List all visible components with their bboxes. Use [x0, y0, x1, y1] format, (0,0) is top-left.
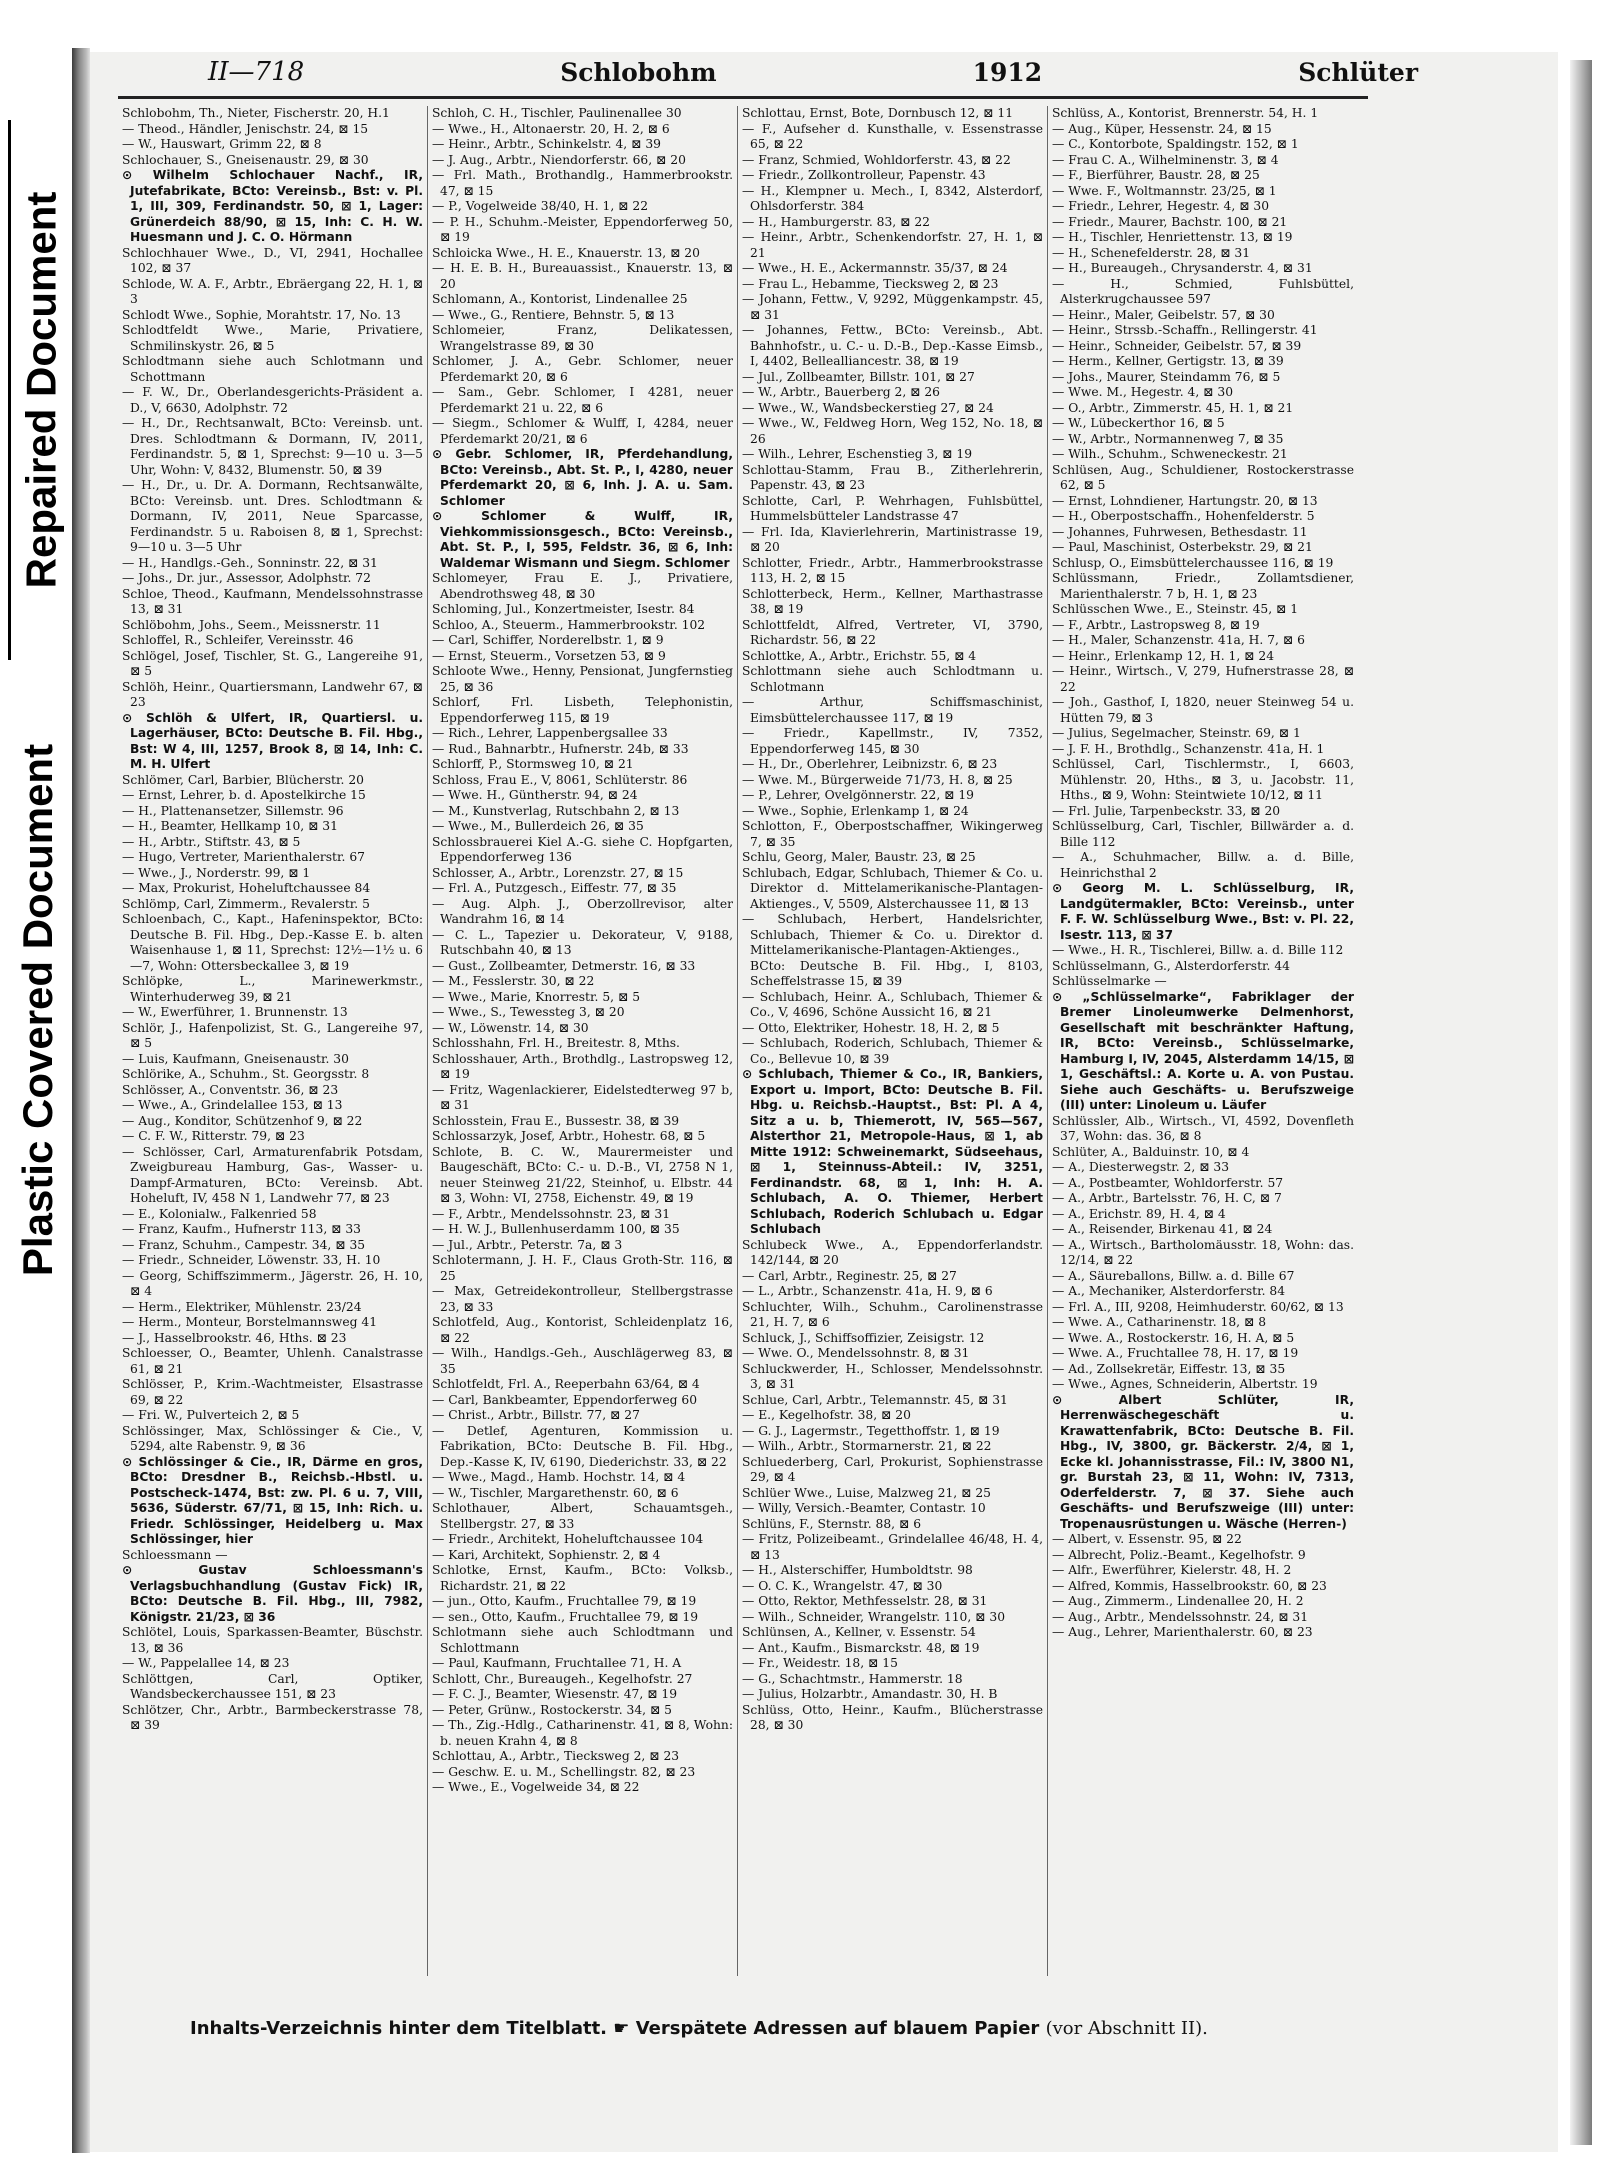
directory-entry: — Heinr., Strssb.-Schaffn., Rellingerstr. 41: [1052, 323, 1318, 337]
directory-entry: — Wwe., E., Vogelweide 34, ⊠ 22: [432, 1780, 640, 1794]
directory-entry: — Fri. W., Pulverteich 2, ⊠ 5: [122, 1408, 300, 1422]
directory-entry: — Schlubach, Roderich, Schlubach, Thiemer & Co., Bellevue 10, ⊠ 39: [742, 1036, 1043, 1066]
directory-entry: Schluckwerder, H., Schlosser, Mendelssohnstr. 3, ⊠ 31: [742, 1361, 1043, 1391]
directory-entry: Schlodt Wwe., Sophie, Morahtstr. 17, No. 13: [122, 307, 401, 322]
directory-entry: Schlüsselmarke —: [1052, 974, 1167, 988]
directory-entry: — G. J., Lagermstr., Tegetthoffstr. 1, ⊠ 19: [742, 1423, 1000, 1438]
directory-entry: — Franz, Schmied, Wohldorferstr. 43, ⊠ 22: [742, 152, 1011, 167]
directory-entry: — Herm., Elektriker, Mühlenstr. 23/24: [122, 1299, 362, 1314]
directory-entry: Schlomer, J. A., Gebr. Schlomer, neuer Pferdemarkt 20, ⊠ 6: [432, 354, 733, 384]
directory-entry: Schlothauer, Albert, Schauamtsgeh., Stellbergstr. 27, ⊠ 33: [432, 1501, 733, 1531]
directory-entry: — Arthur, Schiffsmaschinist, Eimsbüttelerchaussee 117, ⊠ 19: [742, 695, 1043, 725]
directory-entry: — H., Dr., u. Dr. A. Dormann, Rechtsanwälte, BCto: Vereinsb. unt. Dres. Schlodtmann & Dormann, IV, 2011, Neue Sparcasse, Ferdinandstr. 5 u. Raboisen 8, ⊠ 1, Sprechst: 9—10 u. 3—5 Uhr: [122, 478, 423, 554]
directory-entry: ⊙ Schlöh & Ulfert, IR, Quartiersl. u. Lagerhäuser, BCto: Deutsche B. Fil. Hbg., Bst: W 4, III, 1257, Brook 8, ⊠ 14, Inh: C. M. H. Ulfert: [122, 710, 423, 771]
directory-entry: Schlotte, Carl, P. Wehrhagen, Fuhlsbüttel, Hummelsbütteler Landstrasse 47: [742, 493, 1043, 523]
directory-entry: — Ernst, Lohndiener, Hartungstr. 20, ⊠ 13: [1052, 493, 1318, 508]
directory-entry: Schloesser, O., Beamter, Uhlenh. Canalstrasse 61, ⊠ 21: [122, 1346, 423, 1376]
directory-entry: — Peter, Grünw., Rostockerstr. 34, ⊠ 5: [432, 1702, 673, 1717]
directory-entry: — Frl. Math., Brothandlg., Hammerbrookstr. 47, ⊠ 15: [432, 168, 733, 198]
directory-entry: — Wwe., W., Feldweg Horn, Weg 152, No. 18, ⊠ 26: [742, 416, 1043, 446]
directory-entry: Schlubeck Wwe., A., Eppendorferlandstr. 142/144, ⊠ 20: [742, 1237, 1043, 1267]
directory-entry: Schlottau-Stamm, Frau B., Zitherlehrerin, Papenstr. 43, ⊠ 23: [742, 462, 1043, 492]
directory-entry: — Frl. A., III, 9208, Heimhuderstr. 60/62, ⊠ 13: [1052, 1299, 1344, 1314]
directory-entry: ⊙ Gustav Schloessmann's Verlagsbuchhandlung (Gustav Fick) IR, BCto: Deutsche B. Fil. Hbg., III, 7982, Königstr. 21/23, ⊠ 36: [122, 1563, 423, 1624]
directory-column-4: [1048, 106, 1358, 1976]
directory-entry: Schlüsselburg, Carl, Tischler, Billwärder a. d. Bille 112: [1052, 819, 1354, 849]
directory-entry: — Aug., Küper, Hessenstr. 24, ⊠ 15: [1052, 121, 1272, 136]
directory-entry: — Frl. Julie, Tarpenbeckstr. 33, ⊠ 20: [1052, 803, 1281, 818]
directory-entry: Schlodtmann siehe auch Schlotmann und Schottmann: [122, 354, 423, 384]
directory-entry: Schlöttgen, Carl, Optiker, Wandsbeckerchaussee 151, ⊠ 23: [122, 1671, 423, 1701]
directory-entry: Schlotermann, J. H. F., Claus Groth-Str. 116, ⊠ 25: [432, 1253, 733, 1283]
directory-entry: — H., Schmied, Fuhlsbüttel, Alsterkrugchaussee 597: [1052, 276, 1354, 306]
directory-entry: — Wwe. A., Fruchtallee 78, H. 17, ⊠ 19: [1052, 1346, 1299, 1360]
directory-entry: Schluederberg, Carl, Prokurist, Sophienstrasse 29, ⊠ 4: [742, 1454, 1043, 1484]
directory-entry: — Wwe., S., Tewessteg 3, ⊠ 20: [432, 1005, 625, 1019]
directory-entry: — Alfred, Kommis, Hasselbrookstr. 60, ⊠ 23: [1052, 1578, 1327, 1593]
directory-entry: Schloicka Wwe., H. E., Knauerstr. 13, ⊠ 20: [432, 245, 700, 260]
directory-entry: — Alfr., Ewerführer, Kielerstr. 48, H. 2: [1052, 1563, 1292, 1577]
directory-entry: — Wilh., Arbtr., Stormarnerstr. 21, ⊠ 22: [742, 1439, 992, 1453]
directory-entry: — Wwe., J., Norderstr. 99, ⊠ 1: [122, 865, 311, 880]
directory-entry: — F., Arbtr., Mendelssohnstr. 23, ⊠ 31: [432, 1206, 671, 1221]
directory-entry: — Johann, Fettw., V, 9292, Müggenkampstr. 45, ⊠ 31: [742, 292, 1043, 322]
directory-entry: Schlottke, A., Arbtr., Erichstr. 55, ⊠ 4: [742, 648, 977, 663]
directory-entry: — Herm., Monteur, Borstelmannsweg 41: [122, 1315, 378, 1329]
directory-entry: Schlüter, A., Balduinstr. 10, ⊠ 4: [1052, 1144, 1250, 1159]
directory-entry: Schlörike, A., Schuhm., St. Georgsstr. 8: [122, 1067, 370, 1081]
directory-entry: Schlötel, Louis, Sparkassen-Beamter, Büschstr. 13, ⊠ 36: [122, 1625, 423, 1655]
directory-entry: Schlüer Wwe., Luise, Malzweg 21, ⊠ 25: [742, 1485, 991, 1500]
directory-entry: — Friedr., Architekt, Hoheluftchaussee 104: [432, 1532, 704, 1546]
directory-entry: — H., Hamburgerstr. 83, ⊠ 22: [742, 214, 930, 229]
directory-entry: — Wwe. A., Rostockerstr. 16, H. A, ⊠ 5: [1052, 1330, 1295, 1345]
directory-entry: — Wwe., H., Altonaerstr. 20, H. 2, ⊠ 6: [432, 121, 670, 136]
directory-column-3: [738, 106, 1048, 1976]
directory-entry: Schlössinger, Max, Schlössinger & Cie., V, 5294, alte Rabenstr. 9, ⊠ 36: [122, 1423, 423, 1453]
pointing-hand-icon: ☛: [613, 2018, 630, 2039]
directory-entry: — Hugo, Vertreter, Marienthalerstr. 67: [122, 850, 365, 864]
directory-entry: Schlodtfeldt Wwe., Marie, Privatiere, Schmilinskystr. 26, ⊠ 5: [122, 323, 423, 353]
directory-entry: — Frl. A., Putzgesch., Eiffestr. 77, ⊠ 35: [432, 881, 677, 895]
directory-entry: — E., Kolonialw., Falkenried 58: [122, 1206, 317, 1221]
directory-entry: — A., Erichstr. 89, H. 4, ⊠ 4: [1052, 1206, 1226, 1221]
directory-entry: — Wwe., Agnes, Schneiderin, Albertstr. 19: [1052, 1377, 1318, 1391]
directory-entry: Schlüssmann, Friedr., Zollamtsdiener, Marienthalerstr. 7 b, H. 1, ⊠ 23: [1052, 571, 1354, 601]
directory-entry: — Wwe. H., Güntherstr. 94, ⊠ 24: [432, 788, 638, 802]
directory-entry: ⊙ Georg M. L. Schlüsselburg, IR, Landgütermakler, BCto: Vereinsb., unter F. F. W. Schlüsselburg Wwe., Bst: v. Pl. 22, Isestr. 113, ⊠ 37: [1052, 881, 1354, 942]
directory-entry: — A., Diesterwegstr. 2, ⊠ 33: [1052, 1160, 1230, 1174]
directory-entry: ⊙ Wilhelm Schlochauer Nachf., IR, Jutefabrikate, BCto: Vereinsb., Bst: v. Pl. 1, III, 309, Ferdinandstr. 50, ⊠ 1, Lager: Grünerdeich 88/90, ⊠ 15, Inh: C. H. W. Huesmann und J. C. O. Hörmann: [122, 168, 423, 244]
directory-entry: Schlotfeldt, Frl. A., Reeperbahn 63/64, ⊠ 4: [432, 1377, 700, 1391]
directory-entry: Schlubach, Edgar, Schlubach, Thiemer & Co. u. Direktor d. Mittelamerikanische-Plantagen-Aktienges., V, 5509, Alsterchaussee 11, ⊠ 13: [742, 865, 1043, 911]
directory-entry: Schloo, A., Steuerm., Hammerbrookstr. 102: [432, 617, 706, 632]
directory-entry: — Jul., Arbtr., Peterstr. 7a, ⊠ 3: [432, 1237, 623, 1252]
directory-entry: — J. Aug., Arbtr., Niendorferstr. 66, ⊠ 20: [432, 152, 686, 167]
directory-entry: — Joh., Gasthof, I, 1820, neuer Steinweg 54 u. Hütten 79, ⊠ 3: [1052, 695, 1354, 725]
directory-entry: — Julius, Segelmacher, Steinstr. 69, ⊠ 1: [1052, 726, 1301, 740]
directory-entry: — Wilh., Handlgs.-Geh., Auschlägerweg 83, ⊠ 35: [432, 1346, 733, 1376]
directory-entry: — Heinr., Schneider, Geibelstr. 57, ⊠ 39: [1052, 338, 1302, 353]
directory-entry: Schlotterbeck, Herm., Kellner, Marthastrasse 38, ⊠ 19: [742, 586, 1043, 616]
directory-entry: — C. L., Tapezier u. Dekorateur, V, 9188, Rutschbahn 40, ⊠ 13: [432, 927, 733, 957]
directory-entry: — Ant., Kaufm., Bismarckstr. 48, ⊠ 19: [742, 1640, 980, 1655]
directory-entry: — A., Schuhmacher, Billw. a. d. Bille, Heinrichsthal 2: [1052, 850, 1354, 880]
directory-entry: — Albrecht, Poliz.-Beamt., Kegelhofstr. 9: [1052, 1547, 1306, 1562]
directory-entry: — W., Tischler, Margarethenstr. 60, ⊠ 6: [432, 1485, 679, 1500]
directory-entry: — Herm., Kellner, Gertigstr. 13, ⊠ 39: [1052, 354, 1284, 368]
directory-entry: — W., Arbtr., Bauerberg 2, ⊠ 26: [742, 385, 940, 399]
directory-entry: Schlotmann siehe auch Schlodtmann und Schlottmann: [432, 1625, 733, 1655]
directory-entry: Schlösser, A., Conventstr. 36, ⊠ 23: [122, 1082, 339, 1097]
directory-entry: — G., Schachtmstr., Hammerstr. 18: [742, 1671, 963, 1686]
directory-entry: — Th., Zig.-Hdlg., Catharinenstr. 41, ⊠ 8, Wohn: b. neuen Krahn 4, ⊠ 8: [432, 1718, 733, 1748]
directory-entry: — Schlubach, Heinr. A., Schlubach, Thiemer & Co., V, 4696, Schöne Aussicht 16, ⊠ 21: [742, 989, 1043, 1019]
directory-entry: Schlosser, A., Arbtr., Lorenzstr. 27, ⊠ 15: [432, 865, 684, 880]
directory-entry: — Luis, Kaufmann, Gneisenaustr. 30: [122, 1051, 349, 1066]
directory-entry: — O., Arbtr., Zimmerstr. 45, H. 1, ⊠ 21: [1052, 400, 1294, 415]
directory-entry: Schlomeier, Franz, Delikatessen, Wrangelstrasse 89, ⊠ 30: [432, 323, 733, 353]
directory-entry: — H., Oberpostschaffn., Hohenfelderstr. 5: [1052, 509, 1315, 523]
directory-entry: Schlotke, Ernst, Kaufm., BCto: Volksb., Richardstr. 21, ⊠ 22: [432, 1563, 733, 1593]
footer-section-note: (vor Abschnitt II).: [1045, 2018, 1208, 2039]
directory-entry: — Franz, Kaufm., Hufnerstr 113, ⊠ 33: [122, 1222, 361, 1236]
directory-entry: — Schlösser, Carl, Armaturenfabrik Potsdam, Zweigbureau Hamburg, Gas-, Wasser- u. Dampf-Armaturen, BCto: Vereinsb. Abt. Hoheluft, IV, 458 N 1, Landwehr 77, ⊠ 23: [122, 1144, 423, 1205]
directory-entry: — Friedr., Schneider, Löwenstr. 33, H. 10: [122, 1253, 381, 1267]
header-right-word: Schlüter: [1298, 57, 1418, 87]
directory-entry: — Wwe., Sophie, Erlenkamp 1, ⊠ 24: [742, 803, 969, 818]
directory-entry: — Franz, Schuhm., Campestr. 34, ⊠ 35: [122, 1237, 366, 1252]
directory-entry: — Heinr., Wirtsch., V, 279, Hufnerstrasse 28, ⊠ 22: [1052, 664, 1354, 694]
directory-entry: — F., Aufseher d. Kunsthalle, v. Essenstrasse 65, ⊠ 22: [742, 121, 1043, 151]
directory-entry: — Wwe., W., Wandsbeckerstieg 27, ⊠ 24: [742, 400, 994, 415]
directory-entry: — Aug., Lehrer, Marienthalerstr. 60, ⊠ 23: [1052, 1625, 1313, 1639]
directory-entry: — Friedr., Kapellmstr., IV, 7352, Eppendorferweg 145, ⊠ 30: [742, 726, 1043, 756]
directory-entry: Schlüss, A., Kontorist, Brennerstr. 54, H. 1: [1052, 106, 1319, 120]
directory-entry: — C., Kontorbote, Spaldingstr. 152, ⊠ 1: [1052, 137, 1299, 151]
directory-entry: Schlömer, Carl, Barbier, Blücherstr. 20: [122, 772, 364, 787]
directory-entry: — H., Maler, Schanzenstr. 41a, H. 7, ⊠ 6: [1052, 633, 1305, 647]
directory-entry: — Georg, Schiffszimmerm., Jägerstr. 26, H. 10, ⊠ 4: [122, 1268, 423, 1298]
directory-entry: — Max, Prokurist, Hoheluftchaussee 84: [122, 881, 371, 895]
directory-entry: — H., Dr., Rechtsanwalt, BCto: Vereinsb. unt. Dres. Schlodtmann & Dormann, IV, 2011, Ferdinandstr. 5, ⊠ 1, Sprechst: 9—10 u. 3—5 Uhr, Wohn: V, 8432, Blumenstr. 50, ⊠ 39: [122, 416, 423, 477]
directory-entry: — A., Reisender, Birkenau 41, ⊠ 24: [1052, 1222, 1273, 1236]
directory-entry: Schlöbohm, Johs., Seem., Meissnerstr. 11: [122, 617, 381, 632]
directory-entry: — Fritz, Polizeibeamt., Grindelallee 46/48, H. 4, ⊠ 13: [742, 1532, 1043, 1562]
directory-entry: — Detlef, Agenturen, Kommission u. Fabrikation, BCto: Deutsche B. Fil. Hbg., Dep.-Kasse K, IV, 6190, Diederichstr. 33, ⊠ 22: [432, 1423, 733, 1469]
directory-entry: — E., Kegelhofstr. 38, ⊠ 20: [742, 1408, 911, 1422]
directory-entry: — A., Säureballons, Billw. a. d. Bille 67: [1052, 1268, 1295, 1283]
directory-entry: Schlochhauer Wwe., D., VI, 2941, Hochallee 102, ⊠ 37: [122, 245, 423, 275]
directory-entry: — Wwe., H. R., Tischlerei, Billw. a. d. Bille 112: [1052, 943, 1344, 957]
directory-entry: — H., Beamter, Hellkamp 10, ⊠ 31: [122, 819, 338, 833]
directory-entry: Schlüsen, Aug., Schuldiener, Rostockerstrasse 62, ⊠ 5: [1052, 462, 1354, 492]
directory-entry: Schloss, Frau E., V, 8061, Schlüterstr. 86: [432, 772, 688, 787]
directory-entry: — Jul., Zollbeamter, Billstr. 101, ⊠ 27: [742, 369, 975, 384]
directory-entry: — Frau L., Hebamme, Tiecksweg 2, ⊠ 23: [742, 276, 999, 291]
repaired-document-label: Repaired Document: [17, 191, 64, 589]
directory-entry: Schlosstein, Frau E., Bussestr. 38, ⊠ 39: [432, 1113, 680, 1128]
directory-entry: ⊙ Schlomer & Wulff, IR, Viehkommissionsgesch., BCto: Vereinsb., Abt. St. P., I, 595, Feldstr. 36, ⊠ 6, Inh: Waldemar Wismann und Siegm. Schlomer: [432, 509, 733, 570]
directory-entry: Schlosshahn, Frl. H., Breitestr. 8, Mths.: [432, 1036, 680, 1050]
directory-entry: Schluchter, Wilh., Schuhm., Carolinenstrasse 21, H. 7, ⊠ 6: [742, 1299, 1043, 1329]
directory-entry: — Heinr., Arbtr., Schenkendorfstr. 27, H. 1, ⊠ 21: [742, 230, 1043, 260]
directory-entry: — Wwe. M., Bürgerweide 71/73, H. 8, ⊠ 25: [742, 772, 1013, 787]
directory-entry: — A., Arbtr., Bartelsstr. 76, H. C, ⊠ 7: [1052, 1191, 1282, 1205]
directory-entry: — W., Pappelallee 14, ⊠ 23: [122, 1656, 290, 1670]
directory-entry: — Wilh., Schuhm., Schweneckestr. 21: [1052, 447, 1288, 461]
directory-entry: — jun., Otto, Kaufm., Fruchtallee 79, ⊠ 19: [432, 1594, 697, 1608]
directory-entry: — H., Schenefelderstr. 28, ⊠ 31: [1052, 245, 1251, 260]
directory-entry: Schlote, B. C. W., Maurermeister und Baugeschäft, BCto: C.- u. D.-B., VI, 2758 N 1, neuer Steinweg 21/22, Steinhof, u. Elbstr. 44 ⊠ 3, Wohn: VI, 2758, Eichenstr. 49, ⊠ 19: [432, 1144, 733, 1205]
directory-entry: — Otto, Elektriker, Hohestr. 18, H. 2, ⊠ 5: [742, 1020, 1000, 1035]
directory-entry: Schlüssler, Alb., Wirtsch., VI, 4592, Dovenfleth 37, Wohn: das. 36, ⊠ 8: [1052, 1113, 1354, 1143]
directory-entry: — J., Hasselbrookstr. 46, Hths. ⊠ 23: [122, 1330, 347, 1345]
directory-entry: — Rud., Bahnarbtr., Hufnerstr. 24b, ⊠ 33: [432, 741, 689, 756]
directory-entry: — Kari, Architekt, Sophienstr. 2, ⊠ 4: [432, 1547, 661, 1562]
directory-entry: — F. C. J., Beamter, Wiesenstr. 47, ⊠ 19: [432, 1687, 678, 1701]
directory-entry: — M., Kunstverlag, Rutschbahn 2, ⊠ 13: [432, 803, 680, 818]
directory-entry: — W., Löwenstr. 14, ⊠ 30: [432, 1020, 589, 1035]
directory-entry: ⊙ „Schlüsselmarke“, Fabriklager der Bremer Linoleumwerke Delmenhorst, Gesellschaft mit beschränkter Haftung, IR, BCto: Vereinsb., Schlüsselmarke, Hamburg I, IV, 2045, Alsterdamm 14/15, ⊠ 1, Geschäftsl.: A. Korte u. A. von Pustau. Siehe auch Geschäfts- u. Berufszweige (III) unter: Linoleum u. Läufer: [1052, 989, 1354, 1112]
directory-entry: Schlüsschen Wwe., E., Steinstr. 45, ⊠ 1: [1052, 602, 1299, 616]
directory-entry: — Rich., Lehrer, Lappenbergsallee 33: [432, 726, 668, 740]
repaired-document-tab: [8, 120, 71, 660]
directory-entry: — W., Lübeckerthor 16, ⊠ 5: [1052, 416, 1225, 430]
directory-entry: Schlu, Georg, Maler, Baustr. 23, ⊠ 25: [742, 850, 976, 864]
directory-entry: Schlüss, Otto, Heinr., Kaufm., Blücherstrasse 28, ⊠ 30: [742, 1702, 1043, 1732]
directory-entry: — P., Lehrer, Ovelgönnerstr. 22, ⊠ 19: [742, 788, 975, 802]
directory-entry: Schlösser, P., Krim.-Wachtmeister, Elsastrasse 69, ⊠ 22: [122, 1377, 423, 1407]
directory-entry: — H. E. B. H., Bureauassist., Knauerstr. 13, ⊠ 20: [432, 261, 733, 291]
directory-entry: Schlottmann siehe auch Schlodtmann u. Schlotmann: [742, 664, 1043, 694]
directory-entry: — Geschw. E. u. M., Schellingstr. 82, ⊠ 23: [432, 1764, 696, 1779]
directory-entry: — Wwe. F., Woltmannstr. 23/25, ⊠ 1: [1052, 183, 1277, 198]
directory-column-2: [428, 106, 738, 1976]
directory-entry: — Aug., Zimmerm., Lindenallee 20, H. 2: [1052, 1594, 1304, 1608]
directory-entry: — Wwe., Marie, Knorrestr. 5, ⊠ 5: [432, 989, 641, 1004]
directory-entry: Schlünsen, A., Kellner, v. Essenstr. 54: [742, 1625, 976, 1639]
directory-entry: Schlottau, Ernst, Bote, Dornbusch 12, ⊠ 11: [742, 106, 1014, 120]
directory-entry: — Wwe., Magd., Hamb. Hochstr. 14, ⊠ 4: [432, 1470, 686, 1484]
directory-entry: Schloh, C. H., Tischler, Paulinenallee 30: [432, 106, 682, 120]
directory-entry: — H., Tischler, Henriettenstr. 13, ⊠ 19: [1052, 230, 1293, 244]
directory-entry: — Wwe. A., Catharinenstr. 18, ⊠ 8: [1052, 1315, 1267, 1329]
directory-entry: — Siegm., Schlomer & Wulff, I, 4284, neuer Pferdemarkt 20/21, ⊠ 6: [432, 416, 733, 446]
book-spine: [72, 48, 90, 2153]
directory-entry: — H. W. J., Bullenhuserdamm 100, ⊠ 35: [432, 1222, 680, 1236]
page-edge: [1570, 60, 1592, 2145]
directory-entry: — W., Arbtr., Normannenweg 7, ⊠ 35: [1052, 431, 1284, 446]
directory-entry: ⊙ Schlubach, Thiemer & Co., IR, Bankiers, Export u. Import, BCto: Deutsche B. Fil. Hbg. u. Reichsb.-Hauptst., Bst: Pl. A 4, Sitz a u. b, Thiemerott, IV, 565—567, Alsterthor 21, Metropole-Haus, ⊠ 1, ab Mitte 1912: Schweinemarkt, Südseehaus, ⊠ 1, Steinnuss-Abteil.: IV, 3251, Ferdinandstr. 68, ⊠ 1, Inh: H. A. Schlubach, A. O. Thiemer, Herbert Schlubach, Roderich Schlubach u. Edgar Schlubach: [742, 1067, 1043, 1236]
page-footer: [190, 2018, 1390, 2039]
directory-entry: Schlotton, F., Oberpostschaffner, Wikingerweg 7, ⊠ 35: [742, 819, 1043, 849]
directory-entry: Schlossbrauerei Kiel A.-G. siehe C. Hopfgarten, Eppendorferweg 136: [432, 834, 733, 864]
directory-entry: — Wwe., H. E., Ackermannstr. 35/37, ⊠ 24: [742, 261, 1008, 275]
directory-entry: — A., Wirtsch., Bartholomäusstr. 18, Wohn: das. 12/14, ⊠ 22: [1052, 1237, 1354, 1267]
directory-entry: Schlue, Carl, Arbtr., Telemannstr. 45, ⊠ 31: [742, 1392, 1008, 1407]
directory-entry: Schlüsselmann, G., Alsterdorferstr. 44: [1052, 958, 1290, 973]
directory-entry: Schlorf, Frl. Lisbeth, Telephonistin, Eppendorferweg 115, ⊠ 19: [432, 695, 733, 725]
directory-entry: — W., Hauswart, Grimm 22, ⊠ 8: [122, 137, 322, 151]
directory-entry: — Gust., Zollbeamter, Detmerstr. 16, ⊠ 33: [432, 958, 696, 973]
directory-entry: Schluck, J., Schiffsoffizier, Zeisigstr. 12: [742, 1330, 985, 1345]
directory-entry: Schlüns, F., Sternstr. 88, ⊠ 6: [742, 1516, 922, 1531]
directory-entry: — H., Plattenansetzer, Sillemstr. 96: [122, 803, 344, 818]
directory-entry: Schlobohm, Th., Nieter, Fischerstr. 20, H.1: [122, 106, 390, 120]
directory-entry: Schlode, W. A. F., Arbtr., Ebräergang 22, H. 1, ⊠ 3: [122, 276, 423, 306]
directory-entry: — Aug., Konditor, Schützenhof 9, ⊠ 22: [122, 1113, 363, 1128]
header-left-word: Schlobohm: [560, 57, 717, 87]
directory-entry: — O. C. K., Wrangelstr. 47, ⊠ 30: [742, 1578, 943, 1593]
plastic-covered-document-tab: [8, 715, 68, 1305]
footer-index-note: Inhalts-Verzeichnis hinter dem Titelblatt.: [190, 2018, 608, 2039]
directory-entry: — L., Arbtr., Schanzenstr. 41a, H. 9, ⊠ 6: [742, 1284, 993, 1298]
directory-entry: Schlötzer, Chr., Arbtr., Barmbeckerstrasse 78, ⊠ 39: [122, 1702, 423, 1732]
directory-entry: — Carl, Arbtr., Reginestr. 25, ⊠ 27: [742, 1268, 957, 1283]
directory-entry: — F., Arbtr., Lastropsweg 8, ⊠ 19: [1052, 617, 1260, 632]
plastic-covered-document-label: Plastic Covered Document: [14, 743, 62, 1277]
directory-entry: — Ad., Zollsekretär, Eiffestr. 13, ⊠ 35: [1052, 1361, 1286, 1376]
directory-entry: — Albert, v. Essenstr. 95, ⊠ 22: [1052, 1532, 1242, 1546]
directory-entry: Schloffel, R., Schleifer, Vereinsstr. 46: [122, 633, 354, 647]
directory-entry: — Aug., Arbtr., Mendelssohnstr. 24, ⊠ 31: [1052, 1609, 1309, 1624]
directory-entry: — J. F. H., Brothdlg., Schanzenstr. 41a, H. 1: [1052, 741, 1325, 756]
directory-entry: — Heinr., Arbtr., Schinkelstr. 4, ⊠ 39: [432, 137, 661, 151]
page-number: II—718: [208, 57, 305, 87]
directory-entry: — Frau C. A., Wilhelminenstr. 3, ⊠ 4: [1052, 152, 1279, 167]
directory-entry: Schlüssel, Carl, Tischlermstr., I, 6603, Mühlenstr. 20, Hths., ⊠ 3, u. Jacobstr. 11, Hths., ⊠ 9, Wohn: Steintwiete 10/12, ⊠ 11: [1052, 757, 1354, 802]
directory-entry: — Friedr., Lehrer, Hegestr. 4, ⊠ 30: [1052, 199, 1270, 213]
directory-entry: ⊙ Albert Schlüter, IR, Herrenwäschegeschäft u. Krawattenfabrik, BCto: Deutsche B. Fil. Hbg., IV, 3800, gr. Bäckerstr. 2/4, ⊠ 1, Ecke kl. Johannisstrasse, Fil.: IV, 3800 N1, gr. Burstah 23, ⊠ 11, Wohn: IV, 7313, Oderfelderstr. 7, ⊠ 37. Siehe auch Geschäfts- und Berufszweige (III) unter: Tropenausrüstungen u. Wäsche (Herren-): [1052, 1392, 1354, 1531]
directory-entry: — Theod., Händler, Jenischstr. 24, ⊠ 15: [122, 121, 369, 136]
directory-entry: — Fr., Weidestr. 18, ⊠ 15: [742, 1656, 898, 1670]
directory-entry: — Johannes, Fettw., BCto: Vereinsb., Abt. Bahnhofstr., u. C.- u. D.-B., Dep.-Kasse Eimsb., I, 4402, Bellealliancestr. 38, ⊠ 19: [742, 323, 1043, 368]
directory-entry: — sen., Otto, Kaufm., Fruchtallee 79, ⊠ 19: [432, 1609, 699, 1624]
directory-entry: Schlusp, O., Eimsbüttelerchaussee 116, ⊠ 19: [1052, 555, 1334, 570]
header-year: 1912: [972, 57, 1043, 87]
directory-entry: Schlöh, Heinr., Quartiersmann, Landwehr 67, ⊠ 23: [122, 679, 423, 709]
directory-entry: — Heinr., Maler, Geibelstr. 57, ⊠ 30: [1052, 307, 1275, 322]
directory-entry: — Aug. Alph. J., Oberzollrevisor, alter Wandrahm 16, ⊠ 14: [432, 896, 733, 926]
directory-entry: — Carl, Schiffer, Norderelbstr. 1, ⊠ 9: [432, 633, 664, 647]
directory-entry: ⊙ Gebr. Schlomer, IR, Pferdehandlung, BCto: Vereinsb., Abt. St. P., I, 4280, neuer Pferdemarkt 20, ⊠ 6, Inh. J. A. u. Sam. Schlomer: [432, 447, 733, 508]
directory-entry: — Paul, Maschinist, Osterbekstr. 29, ⊠ 21: [1052, 540, 1313, 554]
directory-entry: Schloming, Jul., Konzertmeister, Isestr. 84: [432, 602, 695, 616]
directory-entry: — Paul, Kaufmann, Fruchtallee 71, H. A: [432, 1656, 682, 1670]
directory-entry: Schlochauer, S., Gneisenaustr. 29, ⊠ 30: [122, 152, 369, 167]
directory-entry: — Heinr., Erlenkamp 12, H. 1, ⊠ 24: [1052, 648, 1275, 663]
directory-entry: — F. W., Dr., Oberlandesgerichts-Präsident a. D., V, 6630, Adolphstr. 72: [122, 385, 423, 415]
directory-entry: — H., Bureaugeh., Chrysanderstr. 4, ⊠ 31: [1052, 261, 1313, 275]
directory-entry: — Julius, Holzarbtr., Amandastr. 30, H. B: [742, 1687, 998, 1701]
directory-column-1: [118, 106, 428, 1976]
directory-entry: Schlör, J., Hafenpolizist, St. G., Langereihe 97, ⊠ 5: [122, 1020, 423, 1050]
directory-entry: — F., Bierführer, Baustr. 28, ⊠ 25: [1052, 168, 1260, 182]
directory-entry: — C. F. W., Ritterstr. 79, ⊠ 23: [122, 1129, 305, 1143]
directory-entry: — Frl. Ida, Klavierlehrerin, Martinistrasse 19, ⊠ 20: [742, 524, 1043, 554]
directory-page: [90, 52, 1558, 2152]
directory-entry: — Christ., Arbtr., Billstr. 77, ⊠ 27: [432, 1408, 640, 1422]
directory-entry: — Wwe., G., Rentiere, Behnstr. 5, ⊠ 13: [432, 307, 675, 322]
directory-entry: — H., Arbtr., Stiftstr. 43, ⊠ 5: [122, 834, 301, 849]
directory-columns: [118, 106, 1368, 1976]
directory-entry: — P. H., Schuhm.-Meister, Eppendorferweg 50, ⊠ 19: [432, 214, 733, 244]
directory-entry: Schlöpke, L., Marinewerkmstr., Winterhuderweg 39, ⊠ 21: [122, 974, 423, 1004]
directory-entry: Schlosshauer, Arth., Brothdlg., Lastropsweg 12, ⊠ 19: [432, 1051, 733, 1081]
directory-entry: Schlossarzyk, Josef, Arbtr., Hohestr. 68, ⊠ 5: [432, 1129, 706, 1143]
directory-entry: Schlotfeld, Aug., Kontorist, Schleidenplatz 16, ⊠ 22: [432, 1315, 733, 1345]
directory-entry: — Johannes, Fuhrwesen, Bethesdastr. 11: [1052, 524, 1308, 539]
directory-entry: Schloote Wwe., Henny, Pensionat, Jungfernstieg 25, ⊠ 36: [432, 664, 733, 694]
directory-entry: — Otto, Rektor, Methfesselstr. 28, ⊠ 31: [742, 1594, 988, 1608]
directory-entry: — Wwe., M., Bullerdeich 26, ⊠ 35: [432, 819, 644, 833]
directory-entry: — M., Fesslerstr. 30, ⊠ 22: [432, 974, 595, 988]
directory-entry: — Ernst, Lehrer, b. d. Apostelkirche 15: [122, 788, 366, 802]
directory-entry: — Johs., Dr. jur., Assessor, Adolphstr. 72: [122, 571, 371, 585]
directory-entry: — Sam., Gebr. Schlomer, I 4281, neuer Pferdemarkt 21 u. 22, ⊠ 6: [432, 385, 733, 415]
directory-entry: — Friedr., Maurer, Bachstr. 100, ⊠ 21: [1052, 214, 1288, 229]
directory-entry: Schlorff, P., Stormsweg 10, ⊠ 21: [432, 757, 634, 771]
directory-entry: — Ernst, Steuerm., Vorsetzen 53, ⊠ 9: [432, 648, 666, 663]
directory-entry: Schlomann, A., Kontorist, Lindenallee 25: [432, 292, 688, 306]
directory-entry: Schloenbach, C., Kapt., Hafeninspektor, BCto: Deutsche B. Fil. Hbg., Dep.-Kasse E. b. alten Waisenhause 1, ⊠ 11, Sprechst: 12½—1½ u. 6—7, Wohn: Ottersbeckallee 3, ⊠ 19: [122, 912, 423, 973]
directory-entry: — H., Alsterschiffer, Humboldtstr. 98: [742, 1563, 973, 1577]
directory-entry: — Friedr., Zollkontrolleur, Papenstr. 43: [742, 168, 986, 182]
page-header: [208, 52, 1418, 92]
directory-entry: Schlögel, Josef, Tischler, St. G., Langereihe 91, ⊠ 5: [122, 648, 423, 678]
directory-entry: — H., Klempner u. Mech., I, 8342, Alsterdorf, Ohlsdorferstr. 384: [742, 183, 1043, 213]
directory-entry: — W., Ewerführer, 1. Brunnenstr. 13: [122, 1005, 348, 1019]
directory-entry: — Wwe. M., Hegestr. 4, ⊠ 30: [1052, 385, 1234, 399]
directory-entry: — Wilh., Lehrer, Eschenstieg 3, ⊠ 19: [742, 447, 973, 461]
footer-late-notice: Verspätete Adressen auf blauem Papier: [635, 2018, 1040, 2039]
directory-entry: — A., Postbeamter, Wohldorferstr. 57: [1052, 1175, 1284, 1190]
directory-entry: Schlömp, Carl, Zimmerm., Revalerstr. 5: [122, 896, 370, 911]
directory-entry: Schloessmann —: [122, 1547, 228, 1562]
directory-entry: ⊙ Schlössinger & Cie., IR, Därme en gros, BCto: Dresdner B., Reichsb.-Hbstl. u. Postscheck-1474, Bst: zw. Pl. 6 u. 7, VIII, 5636, Süderstr. 67/71, ⊠ 15, Inh: Rich. u. Friedr. Schlössinger, Heidelberg u. Max Schlössinger, hier: [122, 1454, 423, 1546]
directory-entry: — H., Dr., Oberlehrer, Leibnizstr. 6, ⊠ 23: [742, 757, 998, 771]
directory-entry: — P., Vogelweide 38/40, H. 1, ⊠ 22: [432, 199, 649, 213]
directory-entry: — H., Handlgs.-Geh., Sonninstr. 22, ⊠ 31: [122, 555, 378, 570]
directory-entry: — Fritz, Wagenlackierer, Eidelstedterweg 97 b, ⊠ 31: [432, 1082, 733, 1112]
directory-entry: Schlomeyer, Frau E. J., Privatiere, Abendrothsweg 48, ⊠ 30: [432, 571, 733, 601]
header-rule: [118, 96, 1368, 99]
directory-entry: — Willy, Versich.-Beamter, Contastr. 10: [742, 1501, 986, 1515]
directory-entry: — Schlubach, Herbert, Handelsrichter, Schlubach, Thiemer & Co. u. Direktor d. Mittelamerikanische-Plantagen-Aktienges., BCto: Deutsche B. Fil. Hbg., I, 8103, Scheffelstrasse 15, ⊠ 39: [742, 912, 1043, 988]
directory-entry: — Wwe. O., Mendelssohnstr. 8, ⊠ 31: [742, 1346, 970, 1360]
directory-entry: — Wilh., Schneider, Wrangelstr. 110, ⊠ 30: [742, 1609, 1006, 1624]
directory-entry: Schlott, Chr., Bureaugeh., Kegelhofstr. 27: [432, 1671, 693, 1686]
directory-entry: — Carl, Bankbeamter, Eppendorferweg 60: [432, 1392, 698, 1407]
directory-entry: Schlotter, Friedr., Arbtr., Hammerbrookstrasse 113, H. 2, ⊠ 15: [742, 555, 1043, 585]
directory-entry: Schloe, Theod., Kaufmann, Mendelssohnstrasse 13, ⊠ 31: [122, 586, 423, 616]
directory-entry: — Wwe., A., Grindelallee 153, ⊠ 13: [122, 1098, 343, 1112]
directory-entry: Schlottau, A., Arbtr., Tiecksweg 2, ⊠ 23: [432, 1749, 680, 1763]
directory-entry: Schlottfeldt, Alfred, Vertreter, VI, 3790, Richardstr. 56, ⊠ 22: [742, 617, 1043, 647]
directory-entry: — Max, Getreidekontrolleur, Stellbergstrasse 23, ⊠ 33: [432, 1284, 733, 1314]
directory-entry: — Johs., Maurer, Steindamm 76, ⊠ 5: [1052, 369, 1281, 384]
directory-entry: — A., Mechaniker, Alsterdorferstr. 84: [1052, 1284, 1286, 1298]
